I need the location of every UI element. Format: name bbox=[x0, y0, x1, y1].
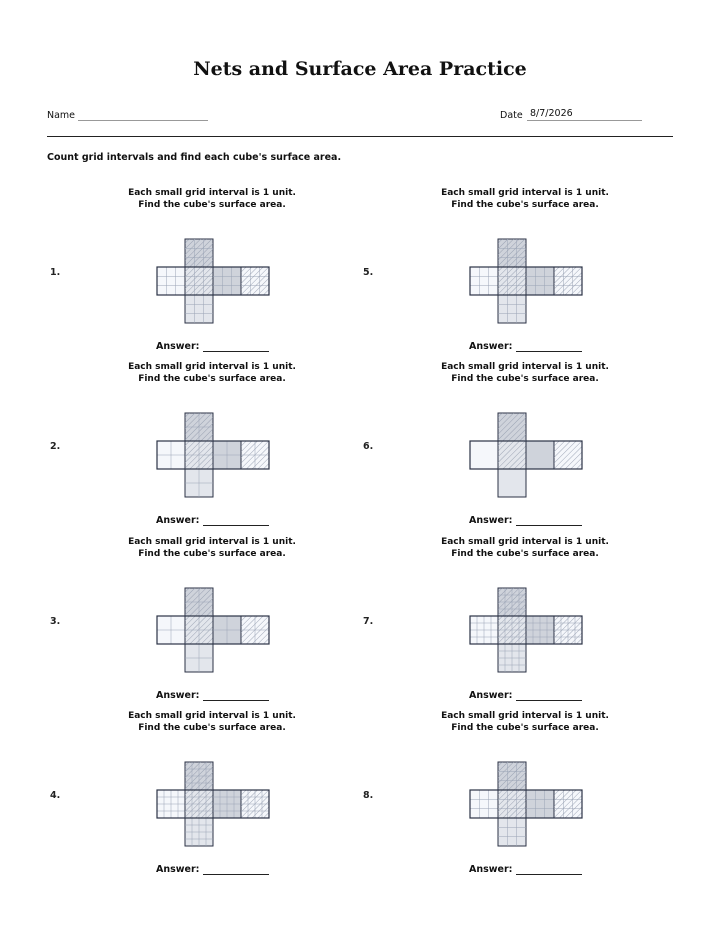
face-right bbox=[526, 790, 554, 818]
answer-field[interactable] bbox=[203, 864, 269, 875]
problem-number: 4. bbox=[50, 790, 61, 801]
cube-net bbox=[469, 587, 583, 673]
prompt-line-2: Find the cube's surface area. bbox=[451, 549, 599, 559]
face-back-hatch bbox=[554, 267, 582, 295]
problem-8 bbox=[363, 710, 675, 880]
face-right bbox=[526, 441, 554, 469]
answer-row bbox=[156, 515, 269, 526]
face-back-hatch bbox=[554, 441, 582, 469]
prompt-line-1: Each small grid interval is 1 unit. bbox=[128, 711, 296, 721]
answer-row bbox=[469, 690, 582, 701]
answer-field[interactable] bbox=[203, 690, 269, 701]
page-title: Nets and Surface Area Practice bbox=[193, 58, 527, 80]
answer-label: Answer: bbox=[156, 341, 200, 352]
date-value: 8/7/2026 bbox=[530, 108, 573, 119]
face-front-hatch bbox=[498, 267, 526, 295]
problem-4 bbox=[50, 710, 362, 880]
prompt-line-1: Each small grid interval is 1 unit. bbox=[128, 188, 296, 198]
cube-net bbox=[156, 412, 270, 498]
cube-net bbox=[156, 238, 270, 324]
face-top-hatch bbox=[498, 762, 526, 790]
problem-1 bbox=[50, 187, 362, 357]
answer-field[interactable] bbox=[516, 690, 582, 701]
problem-prompt bbox=[62, 536, 362, 560]
answer-row bbox=[469, 864, 582, 875]
problem-number: 2. bbox=[50, 441, 61, 452]
face-front-hatch bbox=[498, 441, 526, 469]
problem-prompt bbox=[375, 187, 675, 211]
cube-net bbox=[156, 761, 270, 847]
face-bottom bbox=[498, 469, 526, 497]
cube-net bbox=[469, 412, 583, 498]
answer-row bbox=[156, 690, 269, 701]
face-top-hatch bbox=[498, 239, 526, 267]
problem-prompt bbox=[62, 187, 362, 211]
prompt-line-1: Each small grid interval is 1 unit. bbox=[441, 711, 609, 721]
prompt-line-2: Find the cube's surface area. bbox=[138, 549, 286, 559]
answer-row bbox=[469, 515, 582, 526]
face-front-hatch bbox=[185, 267, 213, 295]
answer-label: Answer: bbox=[156, 690, 200, 701]
problem-number: 8. bbox=[363, 790, 374, 801]
face-top-hatch bbox=[185, 239, 213, 267]
answer-row bbox=[156, 341, 269, 352]
answer-label: Answer: bbox=[469, 864, 513, 875]
cube-net bbox=[156, 587, 270, 673]
face-front-hatch bbox=[498, 790, 526, 818]
answer-field[interactable] bbox=[516, 515, 582, 526]
cube-net bbox=[469, 238, 583, 324]
prompt-line-2: Find the cube's surface area. bbox=[451, 200, 599, 210]
date-field[interactable] bbox=[527, 120, 642, 121]
face-left bbox=[470, 441, 498, 469]
problem-prompt bbox=[375, 361, 675, 385]
problem-number: 5. bbox=[363, 267, 374, 278]
answer-label: Answer: bbox=[156, 515, 200, 526]
face-bottom bbox=[498, 818, 526, 846]
problem-number: 6. bbox=[363, 441, 374, 452]
problem-prompt bbox=[62, 361, 362, 385]
prompt-line-1: Each small grid interval is 1 unit. bbox=[441, 537, 609, 547]
answer-field[interactable] bbox=[203, 341, 269, 352]
prompt-line-1: Each small grid interval is 1 unit. bbox=[128, 362, 296, 372]
answer-field[interactable] bbox=[516, 864, 582, 875]
answer-field[interactable] bbox=[516, 341, 582, 352]
prompt-line-2: Find the cube's surface area. bbox=[138, 723, 286, 733]
problem-prompt bbox=[375, 536, 675, 560]
problem-5 bbox=[363, 187, 675, 357]
prompt-line-1: Each small grid interval is 1 unit. bbox=[128, 537, 296, 547]
face-back-hatch bbox=[554, 790, 582, 818]
face-bottom bbox=[498, 295, 526, 323]
problem-7 bbox=[363, 536, 675, 706]
name-field[interactable] bbox=[78, 120, 208, 121]
instructions: Count grid intervals and find each cube's surface area. bbox=[47, 152, 342, 163]
prompt-line-1: Each small grid interval is 1 unit. bbox=[441, 362, 609, 372]
answer-label: Answer: bbox=[469, 341, 513, 352]
problem-6 bbox=[363, 361, 675, 531]
face-right bbox=[213, 267, 241, 295]
cube-net bbox=[469, 761, 583, 847]
face-left bbox=[470, 790, 498, 818]
date-label: Date bbox=[500, 110, 523, 121]
problem-number: 7. bbox=[363, 616, 374, 627]
answer-label: Answer: bbox=[469, 515, 513, 526]
face-right bbox=[526, 267, 554, 295]
answer-row bbox=[156, 864, 269, 875]
name-label: Name bbox=[47, 110, 76, 121]
problem-number: 1. bbox=[50, 267, 61, 278]
answer-label: Answer: bbox=[156, 864, 200, 875]
face-bottom bbox=[185, 295, 213, 323]
face-back-hatch bbox=[241, 267, 269, 295]
answer-row bbox=[469, 341, 582, 352]
prompt-line-2: Find the cube's surface area. bbox=[138, 374, 286, 384]
header-divider bbox=[47, 136, 673, 137]
answer-label: Answer: bbox=[469, 690, 513, 701]
answer-field[interactable] bbox=[203, 515, 269, 526]
problem-3 bbox=[50, 536, 362, 706]
face-left bbox=[470, 267, 498, 295]
face-top-hatch bbox=[498, 413, 526, 441]
prompt-line-2: Find the cube's surface area. bbox=[451, 374, 599, 384]
problem-number: 3. bbox=[50, 616, 61, 627]
face-left bbox=[157, 267, 185, 295]
problem-prompt bbox=[62, 710, 362, 734]
prompt-line-2: Find the cube's surface area. bbox=[451, 723, 599, 733]
prompt-line-1: Each small grid interval is 1 unit. bbox=[441, 188, 609, 198]
problem-prompt bbox=[375, 710, 675, 734]
problem-2 bbox=[50, 361, 362, 531]
prompt-line-2: Find the cube's surface area. bbox=[138, 200, 286, 210]
